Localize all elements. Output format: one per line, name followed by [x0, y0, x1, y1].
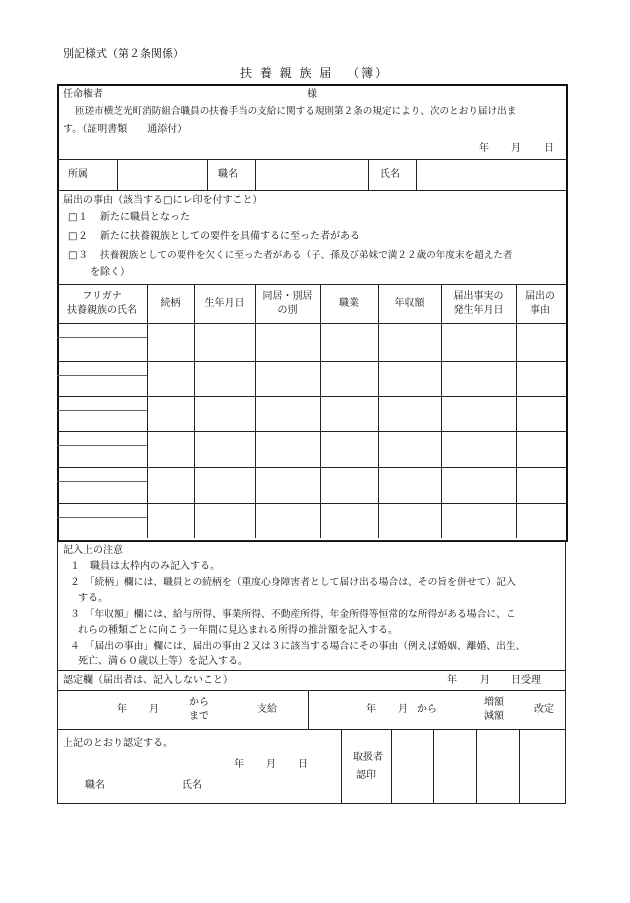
note-2a: ２ 「続柄」欄には、職員との続柄を（重度心身障害者として届け出る場合は、その旨を併せて）記入: [70, 577, 516, 588]
handler-label-2: 認印: [356, 770, 376, 781]
reasons-heading: 届出の事由（該当する□にレ印を付すこと）: [63, 195, 263, 206]
authority-label: 任命権者: [63, 89, 103, 100]
reason-num-3: ３: [78, 250, 88, 261]
pay-from-year: 年: [117, 704, 127, 715]
table-row[interactable]: [57, 396, 566, 431]
revise-label: 改定: [534, 704, 554, 715]
certify-day: 日: [298, 759, 308, 770]
reason-num-2: ２: [78, 231, 88, 242]
date-day: 日: [544, 143, 554, 154]
certifier-title-label: 職名: [85, 780, 105, 791]
received-month: 月: [480, 675, 490, 686]
table-row[interactable]: [57, 503, 566, 538]
note-4b: 死亡、満６０歳以上等）を記入する。: [78, 656, 248, 667]
received-day: 日受理: [511, 675, 541, 686]
th-cohab-1: 同居・別居: [262, 291, 313, 302]
note-4a: ４ 「届出の事由」欄には、届出の事由２又は３に該当する場合にその事由（例えば婚姻、離婚、出生、: [70, 641, 526, 652]
from-label: から: [189, 697, 209, 708]
table-row[interactable]: [57, 323, 566, 361]
payment-label: 支給: [257, 704, 277, 715]
form-title: 扶 養 親 族 届 （簿）: [240, 66, 390, 80]
revise-year: 年: [366, 704, 376, 715]
date-month: 月: [511, 143, 521, 154]
th-furigana: フリガナ: [82, 291, 122, 302]
reason-checkbox-3[interactable]: □: [68, 250, 78, 261]
th-cohab-2: の別: [277, 305, 298, 316]
reason-checkbox-2[interactable]: □: [68, 231, 78, 242]
intro-text-1: 匝瑳市横芝光町消防組合職員の扶養手当の支給に関する規則第２条の規定により、次のとおり届け出ま: [75, 106, 517, 117]
received-year: 年: [447, 675, 457, 686]
th-relation: 続柄: [160, 298, 181, 309]
reason-text-2: 新たに扶養親族としての要件を具備するに至った者がある: [100, 231, 360, 242]
revise-month: 月: [398, 704, 408, 715]
reason-num-1: １: [78, 212, 88, 223]
approval-heading: 認定欄（届出者は、記入しないこと）: [63, 675, 233, 686]
certifier-name-label: 氏名: [182, 780, 202, 791]
dept-label: 所属: [68, 169, 88, 180]
job-title-label: 職名: [218, 169, 238, 180]
seal-box-2[interactable]: [434, 730, 476, 802]
seal-box-3[interactable]: [477, 730, 519, 802]
until-label: まで: [189, 711, 209, 722]
note-2b: する。: [78, 593, 108, 604]
th-name: 扶養親族の氏名: [67, 305, 137, 316]
th-reason-2: 事由: [530, 305, 550, 316]
th-income: 年収額: [394, 298, 425, 309]
table-row[interactable]: [57, 467, 566, 503]
seal-box-1[interactable]: [392, 730, 433, 802]
notes-heading: 記入上の注意: [63, 545, 123, 556]
th-event-2: 発生年月日: [453, 305, 504, 316]
date-year: 年: [479, 143, 489, 154]
table-row[interactable]: [57, 431, 566, 467]
table-row[interactable]: [57, 361, 566, 396]
reason-text-3: 扶養親族としての要件を欠くに至った者がある（子、孫及び弟妹で満２２歳の年度末を超えた者: [100, 250, 513, 261]
handler-label-1: 取扱者: [353, 752, 383, 763]
note-3b: れらの種類ごとに向こう一年間に見込まれる所得の推計額を記入する。: [78, 625, 398, 636]
th-event-1: 届出事実の: [453, 291, 504, 302]
th-job: 職業: [339, 298, 359, 309]
increase-label: 増額: [484, 697, 504, 708]
reason-checkbox-1[interactable]: □: [68, 212, 78, 223]
th-birth: 生年月日: [204, 298, 245, 309]
note-1: １ 職員は太枠内のみ記入する。: [70, 561, 220, 572]
decrease-label: 減額: [484, 711, 504, 722]
honorific: 様: [307, 89, 317, 100]
certify-year: 年: [234, 759, 244, 770]
certify-text: 上記のとおり認定する。: [63, 738, 173, 749]
name-label: 氏名: [380, 169, 400, 180]
revise-from: から: [417, 704, 437, 715]
reason-text-1: 新たに職員となった: [100, 212, 190, 223]
seal-box-4[interactable]: [520, 730, 564, 802]
form-number: 別記様式（第２条関係）: [63, 47, 184, 60]
note-3a: ３ 「年収額」欄には、給与所得、事業所得、不動産所得、年金所得等恒常的な所得がある場合に、こ: [70, 609, 516, 620]
certify-month: 月: [266, 759, 276, 770]
pay-from-month: 月: [149, 704, 159, 715]
th-reason-1: 届出の: [525, 291, 555, 302]
reason-text-3-cont: を除く）: [90, 267, 130, 278]
intro-text-2: す。（証明書類 通添付）: [63, 124, 188, 135]
